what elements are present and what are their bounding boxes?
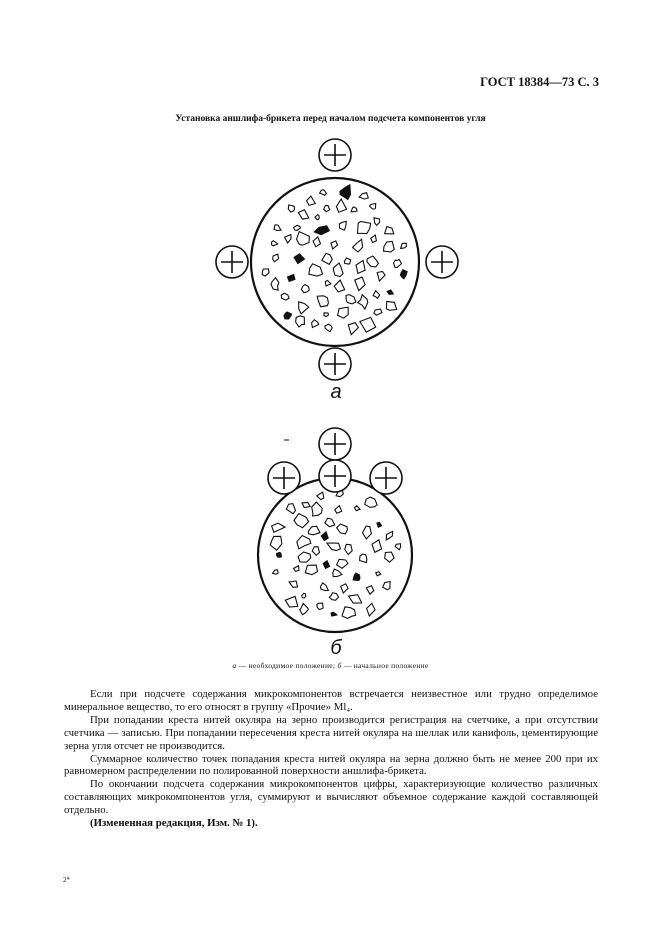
diagram-a	[216, 139, 458, 403]
page-footer-mark: 2*	[63, 876, 70, 884]
caption-b-letter: б	[337, 661, 342, 670]
coal-grain	[277, 552, 282, 557]
coal-grain	[324, 206, 330, 212]
coal-grain	[401, 243, 407, 248]
figure-caption	[0, 661, 661, 670]
body-text	[64, 688, 598, 830]
coal-grain	[288, 205, 294, 212]
crosshair-b-center	[319, 460, 351, 492]
page-header: ГОСТ 18384—73 С. 3	[480, 75, 599, 89]
label-b: б	[330, 637, 342, 659]
caption-a-text: — необходимое положение;	[238, 661, 336, 670]
crosshair-b-left	[268, 462, 300, 494]
diagram-b	[258, 428, 412, 659]
paragraph-1: Если при подсчете содержания микрокомпонентов встречается неизвестное или трудно определимое минеральное вещество, то его относят в группу «Прочие» Ml₄.	[64, 688, 598, 713]
caption-a-letter: а	[232, 661, 237, 670]
coal-grain	[360, 554, 367, 562]
crosshair-a-right	[426, 246, 458, 278]
coal-grain	[317, 603, 323, 610]
crosshair-a-top	[319, 139, 351, 171]
coal-grain	[301, 285, 309, 293]
paragraph-3: Суммарное количество точек попадания креста нитей окуляра на зерна должно быть не менее 200 при их равномерном распределении по полированной поверхности аншлифа-брикета.	[64, 752, 598, 778]
coal-grain	[338, 307, 349, 318]
label-a: а	[330, 381, 342, 403]
paragraph-4: По окончании подсчета содержания микрокомпонентов цифры, характеризующие количество различных составляющих микрокомпонентов угля, суммируют и вычисляют объемное содержание каждой составляющей отдельно.	[64, 778, 598, 817]
coal-grain	[344, 258, 350, 264]
paragraph-2: При попадании креста нитей окуляра на зерно производится регистрация на счетчике, а при отсутствии счетчика — записью. При попадании пересечения креста нитей окуляра на шеллак или канифоль, цементирующие зерна угля отсчет не производится.	[64, 713, 598, 752]
caption-b-text: — начальное положение	[343, 661, 429, 670]
crosshair-b-right	[370, 462, 402, 494]
amendment-note: (Измененная редакция, Изм. № 1).	[90, 817, 258, 830]
crosshair-b-top	[319, 428, 351, 460]
crosshair-a-bottom	[319, 348, 351, 380]
crosshair-a-left	[216, 246, 248, 278]
figure-title: Установка аншлифа-брикета перед началом подсчета компонентов угля	[175, 114, 486, 124]
